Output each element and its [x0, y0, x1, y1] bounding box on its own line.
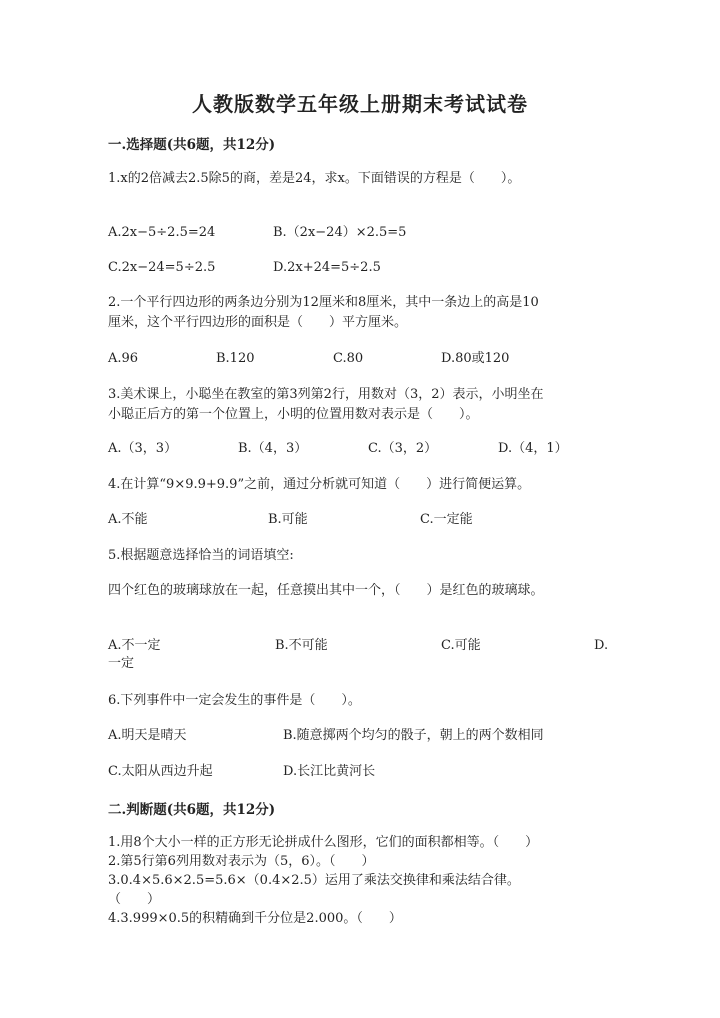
question-5-stem-line-2: 四个红色的玻璃球放在一起，任意摸出其中一个，（ ）是红色的玻璃球。 — [108, 583, 544, 598]
question-6-stem: 6.下列事件中一定会发生的事件是（ ）。 — [108, 693, 361, 708]
question-6-option-b: B.随意掷两个均匀的骰子，朝上的两个数相同 — [283, 728, 544, 743]
question-3-stem-line-1: 3.美术课上，小聪坐在教室的第3列第2行，用数对（3，2）表示，小明坐在 — [108, 387, 544, 402]
question-2-stem-line-1: 2.一个平行四边形的两条边分别为12厘米和8厘米，其中一条边上的高是10 — [108, 295, 539, 310]
question-2-stem-line-2: 厘米，这个平行四边形的面积是（ ）平方厘米。 — [108, 315, 408, 330]
judgement-item-3: 3.0.4×5.6×2.5=5.6×（0.4×2.5）运用了乘法交换律和乘法结合律。 — [108, 873, 520, 888]
question-3-option-d: D.（4，1） — [498, 441, 568, 456]
question-2-option-d: D.80或120 — [441, 351, 510, 366]
question-4-option-c: C.一定能 — [420, 512, 473, 527]
question-4-stem: 4.在计算“9×9.9+9.9”之前，通过分析就可知道（ ）进行简便运算。 — [108, 477, 531, 492]
question-5-option-c: C.可能 — [441, 638, 481, 653]
question-3-option-a: A.（3，3） — [108, 441, 178, 456]
question-2-option-a: A.96 — [108, 351, 139, 366]
question-1-option-d: D.2x+24=5÷2.5 — [273, 260, 381, 275]
section-heading-judgement: 二.判断题(共6题，共12分) — [108, 802, 276, 818]
question-5-option-b: B.不可能 — [275, 638, 328, 653]
question-4-option-b: B.可能 — [268, 512, 308, 527]
judgement-item-2: 2.第5行第6列用数对表示为（5，6）。（ ） — [108, 854, 375, 869]
question-5-option-a: A.不一定 — [108, 638, 161, 653]
question-5-option-d-text: 一定 — [108, 656, 135, 671]
question-1-stem: 1.x的2倍减去2.5除5的商，差是24，求x。下面错误的方程是（ ）。 — [108, 171, 521, 186]
section-heading-choice: 一.选择题(共6题，共12分) — [108, 137, 276, 153]
question-2-option-c: C.80 — [333, 351, 364, 366]
question-3-option-b: B.（4，3） — [238, 441, 308, 456]
question-1-option-c: C.2x−24=5÷2.5 — [108, 260, 216, 275]
question-3-stem-line-2: 小聪正后方的第一个位置上，小明的位置用数对表示是（ ）。 — [108, 407, 479, 422]
question-5-stem-line-1: 5.根据题意选择恰当的词语填空: — [108, 548, 294, 563]
question-3-option-c: C.（3，2） — [368, 441, 438, 456]
question-1-option-b: B.（2x−24）×2.5=5 — [273, 225, 407, 240]
judgement-item-3-blank: （ ） — [108, 892, 161, 907]
question-6-option-a: A.明天是晴天 — [108, 728, 187, 743]
judgement-item-1: 1.用8个大小一样的正方形无论拼成什么图形，它们的面积都相等。（ ） — [108, 835, 539, 850]
question-6-option-d: D.长江比黄河长 — [283, 764, 376, 779]
question-6-option-c: C.太阳从西边升起 — [108, 764, 213, 779]
page-title: 人教版数学五年级上册期末考试试卷 — [192, 92, 528, 116]
question-5-option-d-letter: D. — [594, 638, 609, 653]
question-2-option-b: B.120 — [216, 351, 255, 366]
question-1-option-a: A.2x−5÷2.5=24 — [108, 225, 216, 240]
question-4-option-a: A.不能 — [108, 512, 148, 527]
judgement-item-4: 4.3.999×0.5的积精确到千分位是2.000。（ ） — [108, 911, 402, 926]
